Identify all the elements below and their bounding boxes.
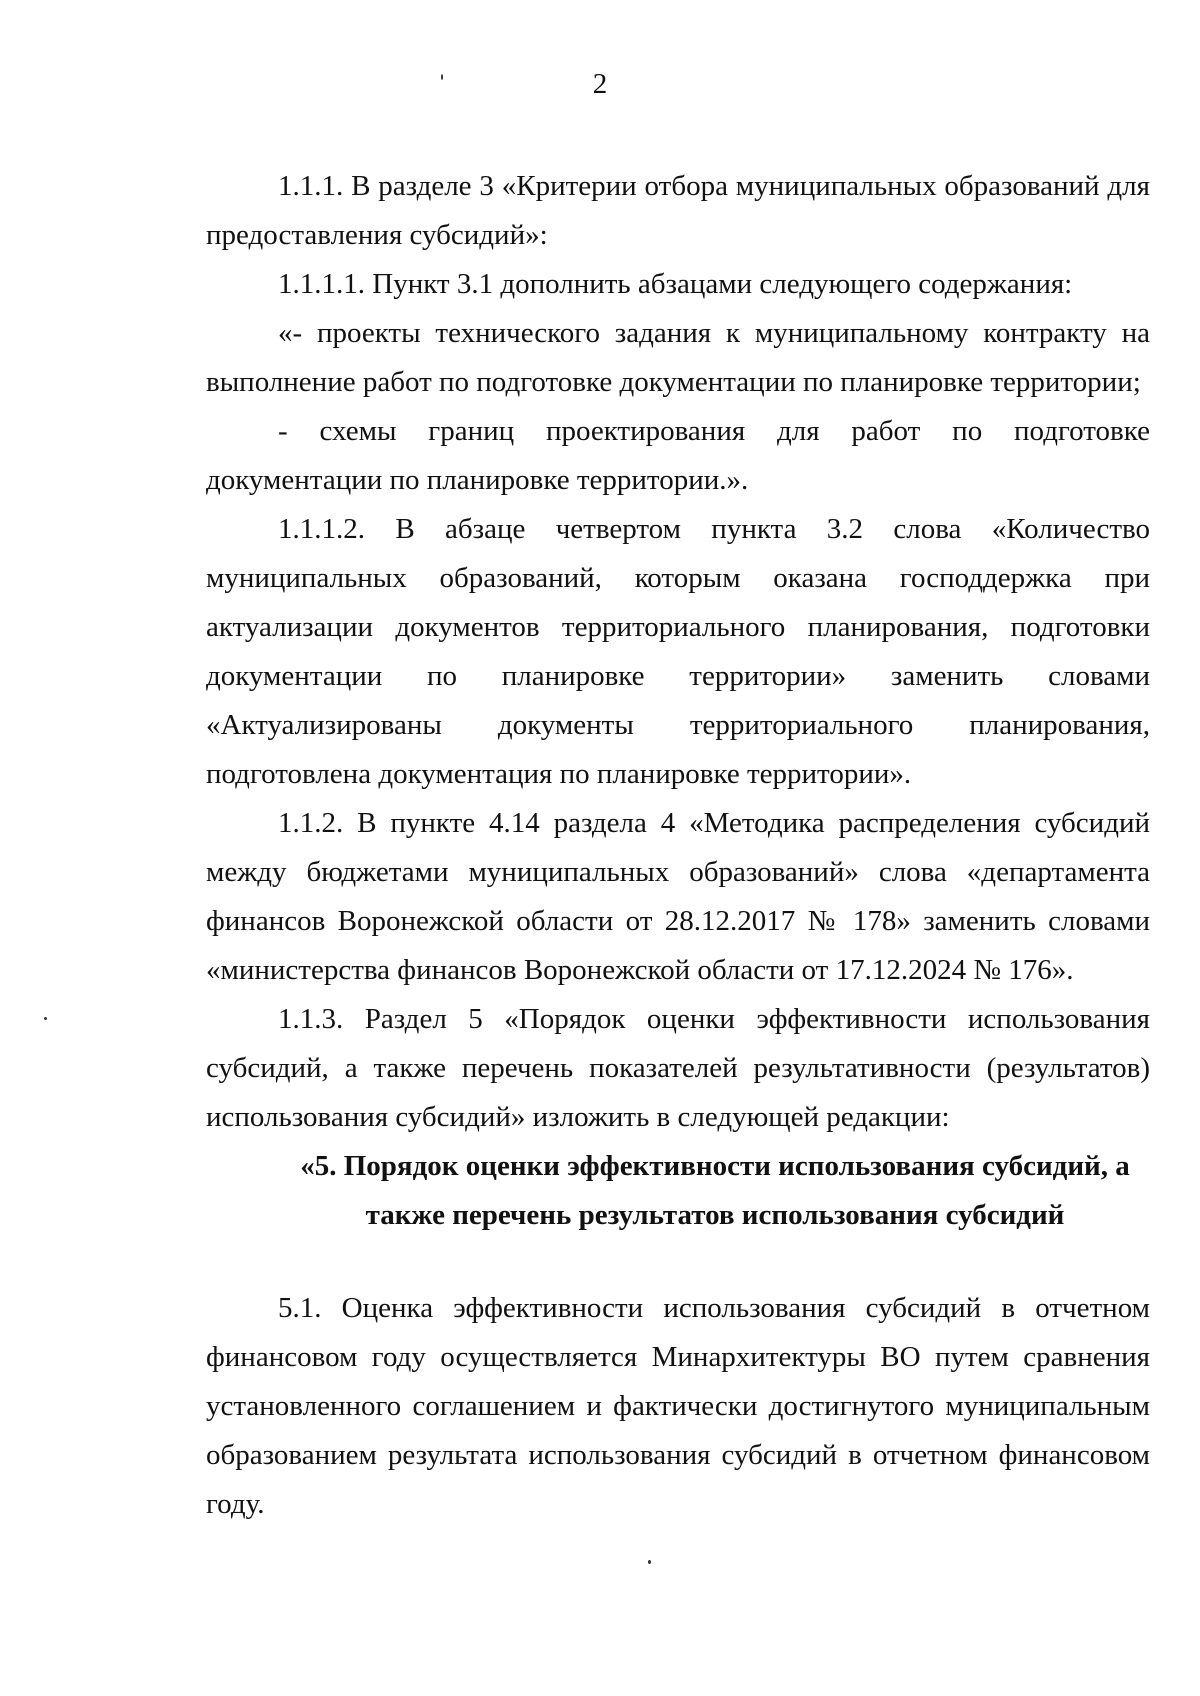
paragraph-boundary-schemes: - схемы границ проектирования для работ по подготовке документации по планировке территории.». [206,415,1150,496]
paragraph-1-1-1: 1.1.1. В разделе 3 «Критерии отбора муниципальных образований для предоставления субсидий»: [206,170,1150,251]
paragraph-1-1-1-2: 1.1.1.2. В абзаце четвертом пункта 3.2 слова «Количество муниципальных образований, которым оказана господдержка при актуализации документов территориального планирования, подготовки документации по планировке территории» заменить словами «Актуализированы документы территориального планирования, подготовлена документация по планировке территории». [206,513,1150,790]
section-5-heading-line-2: также перечень результатов использования субсидий [365,1199,1065,1231]
page-number: 2 [592,68,608,100]
scan-speck [44,1017,47,1020]
paragraph-quote-projects: «- проекты технического задания к муниципальному контракту на выполнение работ по подготовке документации по планировке территории; [206,317,1150,398]
paragraph-5-1: 5.1. Оценка эффективности использования субсидий в отчетном финансовом году осуществляется Минархитектуры ВО путем сравнения установленного соглашением и фактически достигнутого муниципальным образованием результата использования субсидий в отчетном финансовом году. [206,1292,1150,1520]
paragraph-1-1-3: 1.1.3. Раздел 5 «Порядок оценки эффективности использования субсидий, а также перечень показателей результативности (результатов) использования субсидий» изложить в следующей редакции: [206,1003,1150,1133]
paragraph-1-1-2: 1.1.2. В пункте 4.14 раздела 4 «Методика распределения субсидий между бюджетами муниципальных образований» слова «департамента финансов Воронежской области от 28.12.2017 № 178» заменить словами «министерства финансов Воронежской области от 17.12.2024 № 176». [206,807,1150,986]
section-5-heading [206,1142,1150,1240]
scan-speck [441,74,443,80]
document-body [206,162,1150,1529]
scan-speck [648,1560,651,1564]
paragraph-1-1-1-1: 1.1.1.1. Пункт 3.1 дополнить абзацами следующего содержания: [278,268,1073,300]
section-5-heading-line-1: «5. Порядок оценки эффективности использования субсидий, а [300,1150,1130,1182]
